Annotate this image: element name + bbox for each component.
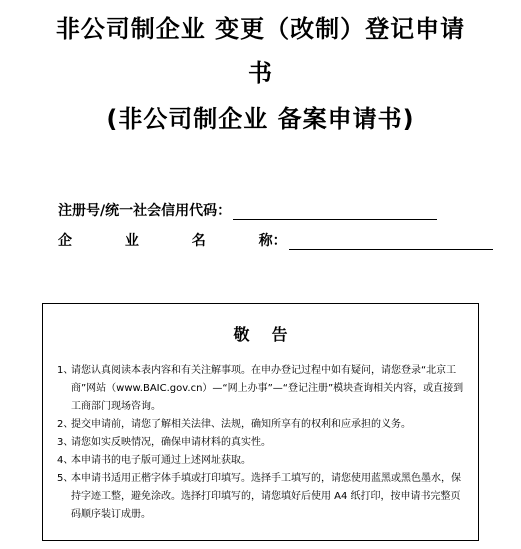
notice-item — [57, 470, 467, 524]
enterprise-name-input-line[interactable] — [289, 233, 493, 250]
registration-number-field — [58, 198, 437, 220]
notice-list — [57, 362, 467, 524]
enterprise-name-label — [58, 230, 287, 250]
notice-item-text: 本申请书适用正楷字体手填或打印填写。选择手工填写的，请您使用蓝黑或黑色墨水，保持字迹工整，避免涂改。选择打印填写的，请您填好后使用 A4 纸打印，按申请书完整页码顺序装订成册。 — [71, 473, 461, 520]
notice-item — [57, 452, 467, 470]
notice-item-text: 请您如实反映情况，确保申请材料的真实性。 — [71, 437, 271, 448]
form-title: 非公司制企业 变更（改制）登记申请 — [55, 15, 466, 43]
notice-item — [57, 416, 467, 434]
registration-number-label: 注册号/统一社会信用代码： — [58, 203, 232, 219]
notice-item-number: 5、 — [57, 473, 74, 484]
notice-item-text: 提交申请前，请您了解相关法律、法规，确知所享有的权利和应承担的义务。 — [71, 419, 411, 430]
notice-item-text: 请您认真阅读本表内容和有关注解事项。在申办登记过程中如有疑问，请您登录“北京工商”网站（www.BAIC.gov.cn）—“网上办事”—“登记注册”模块查询相关内容，或直接到工商部门现场咨询。 — [71, 365, 464, 412]
enterprise-name-label-main: 企 业 名 — [58, 233, 259, 249]
enterprise-name-field — [58, 228, 493, 250]
notice-item-number: 2、 — [57, 419, 74, 430]
notice-heading: 敬告 — [233, 325, 310, 344]
notice-item-number: 3、 — [57, 437, 74, 448]
notice-item — [57, 434, 467, 452]
notice-box — [42, 303, 479, 541]
notice-item-text: 本申请书的电子版可通过上述网址获取。 — [71, 455, 251, 466]
form-title-continued: 书 — [248, 59, 273, 87]
enterprise-name-label-end: 称： — [258, 233, 287, 249]
notice-item-number: 4、 — [57, 455, 74, 466]
notice-item-number: 1、 — [57, 365, 74, 376]
form-subtitle: (非公司制企业 备案申请书) — [106, 105, 415, 133]
notice-item — [57, 362, 467, 416]
registration-number-input-line[interactable] — [233, 203, 437, 220]
